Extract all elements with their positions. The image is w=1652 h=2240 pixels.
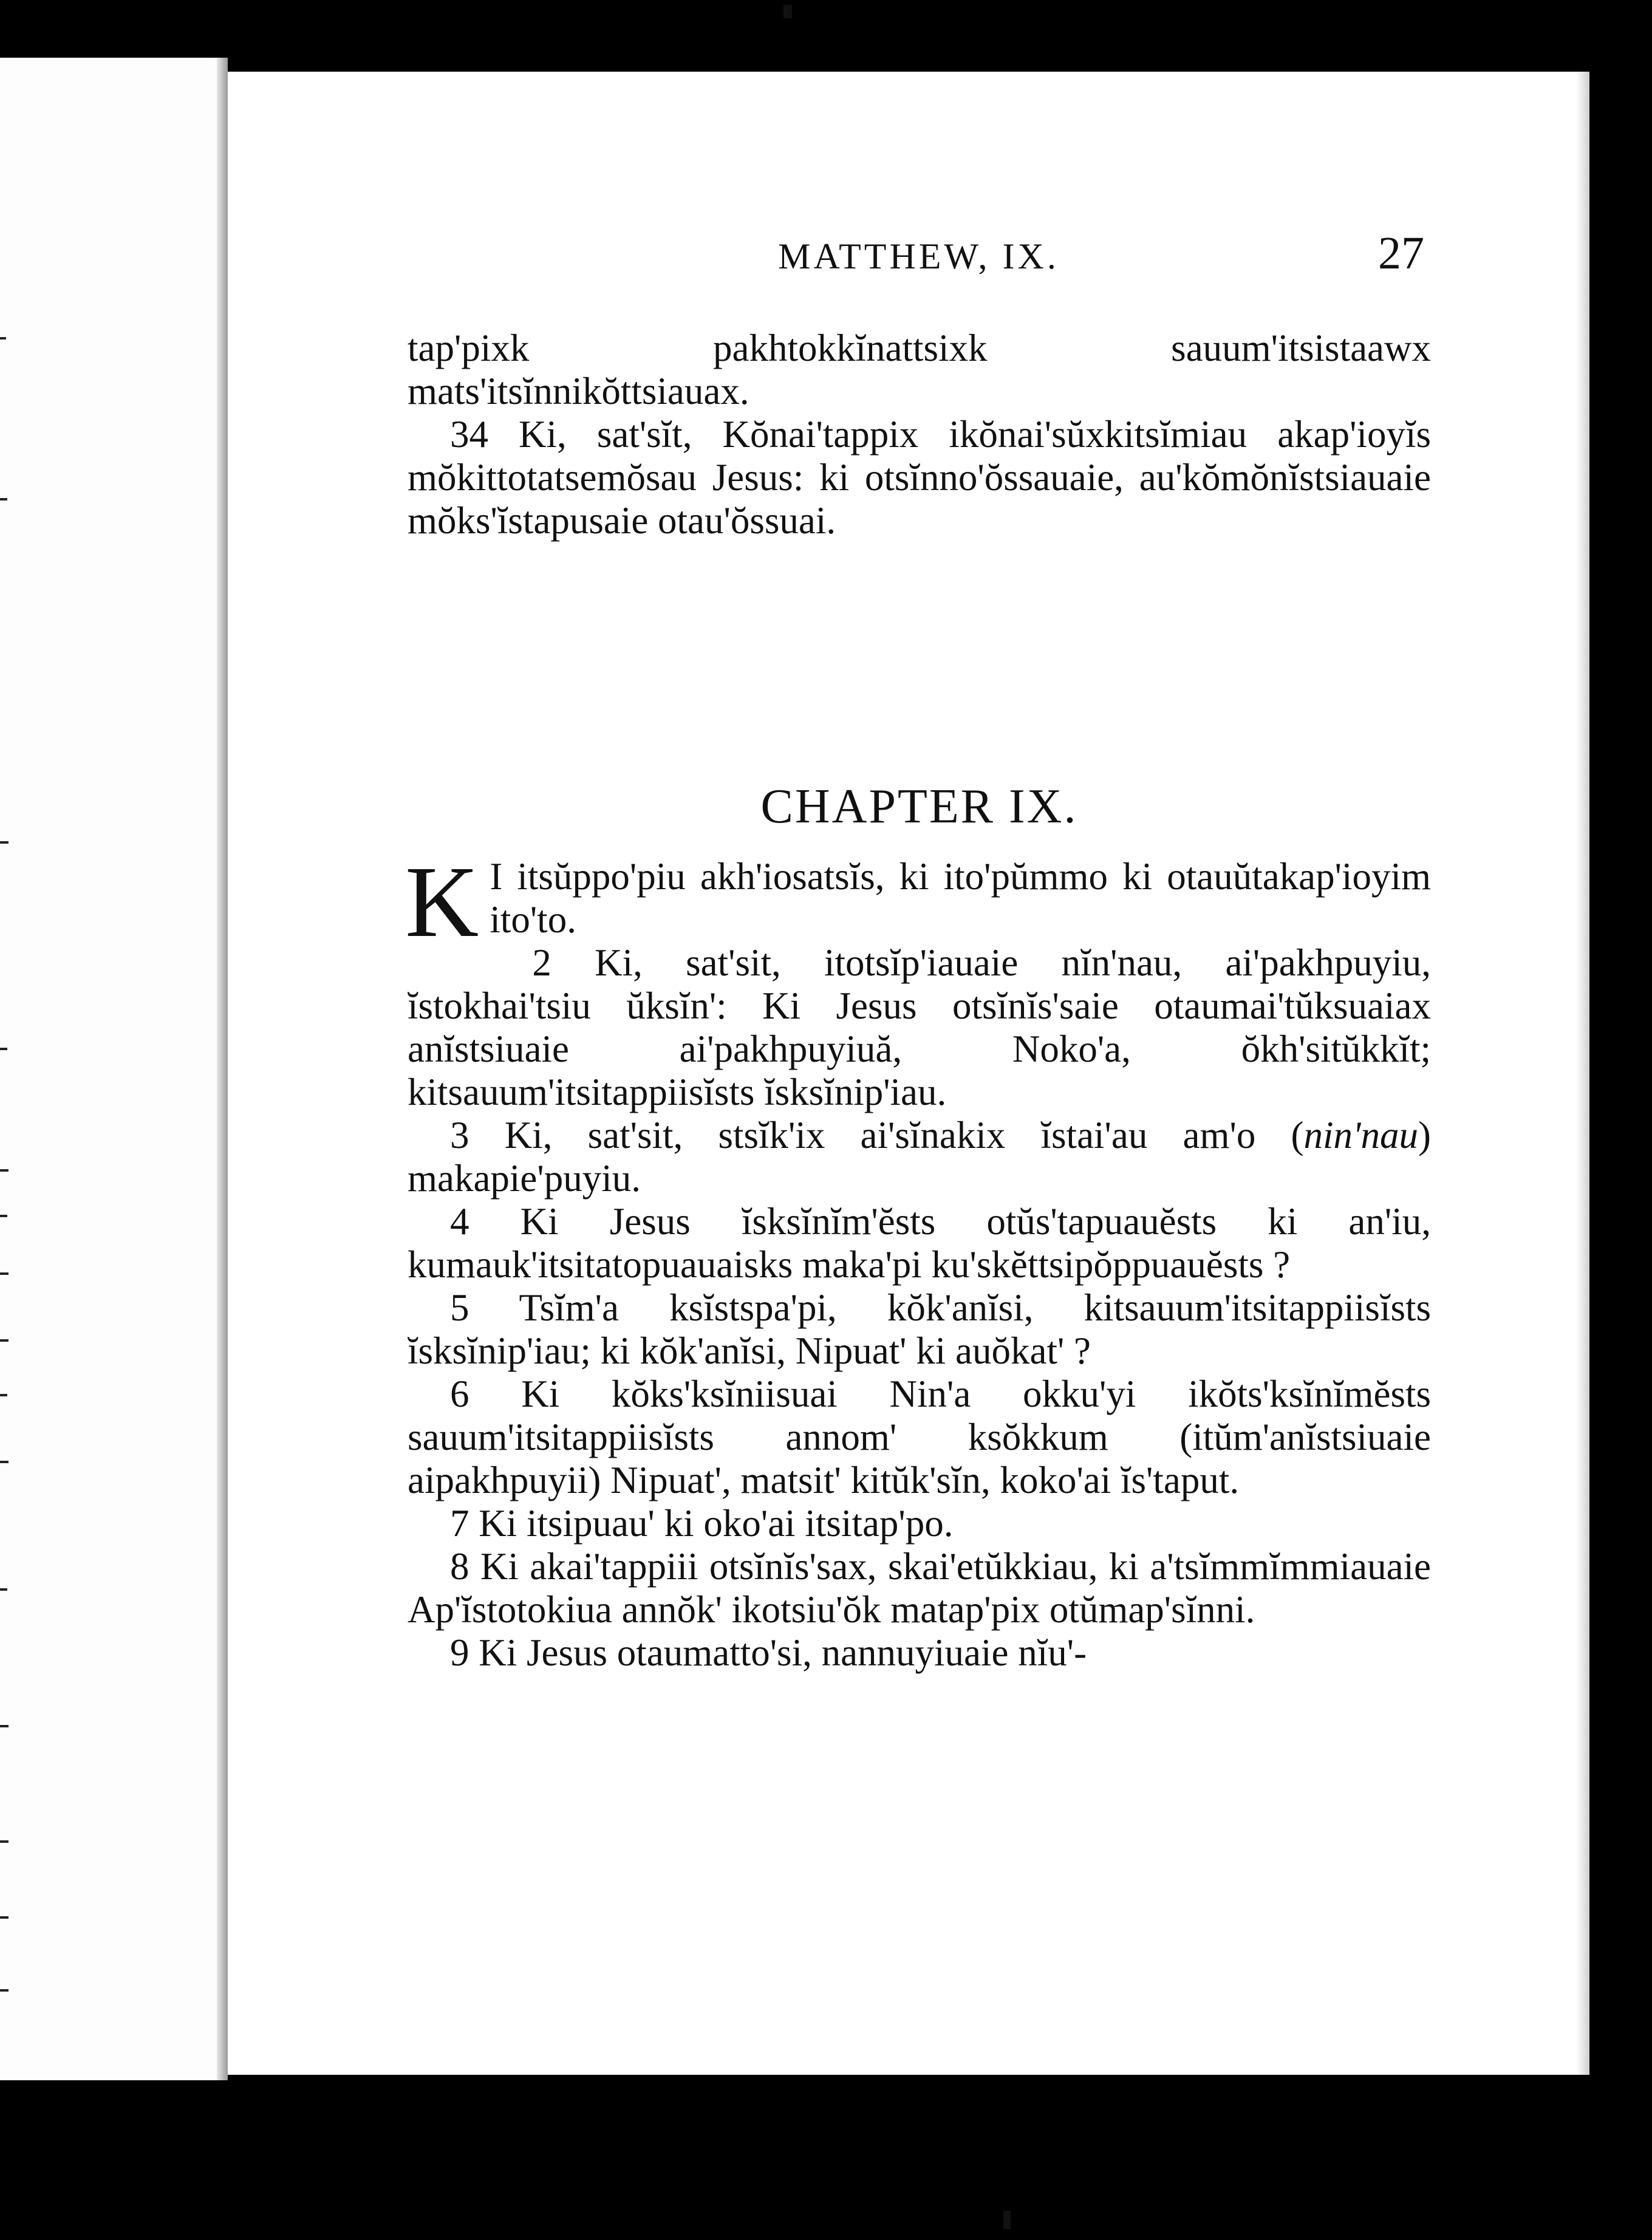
continuation-text bbox=[408, 327, 1431, 542]
chapter-text bbox=[405, 845, 1431, 1675]
verse-34: 34 Ki, sat'sĭt, Kŏnai'tappix ikŏnai'sŭxkitsĭmiau akap'ioyĭs mŏkittotatsemŏsau Jesus: ki otsĭnno'ŏssauaie, au'kŏmŏnĭstsiauaie mŏks'ĭstapusaie otau'ŏssuai. bbox=[408, 413, 1431, 542]
italic-word: nin'nau bbox=[1303, 1114, 1419, 1156]
page-edge-shadow bbox=[1576, 72, 1589, 2075]
book-page bbox=[228, 72, 1589, 2075]
drop-cap: K bbox=[405, 845, 479, 958]
verse: 7 Ki itsipuau' ki oko'ai itsitap'po. bbox=[450, 1502, 954, 1545]
verse-text: 3 Ki, sat'sit, stsĭk'ix ai'sĭnakix ĭstai'au am'o ( bbox=[450, 1114, 1304, 1156]
edge-mark bbox=[0, 1215, 7, 1217]
continued-line: tap'pixk pakhtokkĭnattsixk sauum'itsistaawx mats'itsĭnnikŏttsiauax. bbox=[408, 327, 1431, 412]
page-number: 27 bbox=[1378, 228, 1424, 279]
scan-speck bbox=[783, 5, 792, 18]
edge-mark bbox=[0, 1916, 9, 1919]
facing-page-edge bbox=[0, 58, 228, 2080]
edge-mark bbox=[0, 1394, 7, 1396]
running-head: MATTHEW, IX. bbox=[778, 236, 1059, 276]
edge-mark bbox=[0, 498, 7, 500]
edge-mark bbox=[0, 1461, 9, 1463]
edge-mark bbox=[0, 337, 6, 340]
verse: 8 Ki akai'tappiii otsĭnĭs'sax, skai'etŭkkiau, ki a'tsĭmmĭmmiauaie Ap'ĭstotokiua annŏk' ikotsiu'ŏk matap'pix otŭmap'sĭnni. bbox=[408, 1545, 1431, 1631]
verse-text: ) makapie'puyiu. bbox=[408, 1114, 1431, 1200]
verse-1-text: I itsŭppo'piu akh'iosatsĭs, ki ito'pŭmmo ki otauŭtakap'ioyim ito'to. bbox=[490, 855, 1431, 941]
verse: 2 Ki, sat'sit, itotsĭp'iauaie nĭn'nau, ai'pakhpuyiu, ĭstokhai'tsiu ŭksĭn': Ki Jesus otsĭnĭs'saie otaumai'tŭksuaiax anĭstsiuaie ai'pakhpuyiuă, Noko'a, ŏkh'sitŭkkĭt; kitsauum'itsitappiisĭsts ĭsksĭnip'iau. bbox=[408, 941, 1431, 1113]
edge-mark bbox=[0, 1339, 9, 1342]
edge-mark bbox=[0, 1272, 9, 1275]
edge-mark bbox=[0, 1840, 9, 1843]
page-header bbox=[413, 228, 1424, 284]
verse: 6 Ki kŏks'ksĭniisuai Nin'a okku'yi ikŏts'ksĭnĭmĕsts sauum'itsitappiisĭsts annom' ksŏkkum (itŭm'anĭstsiuaie aipakhpuyii) Nipuat', matsit' kitŭk'sĭn, koko'ai ĭs'taput. bbox=[408, 1373, 1431, 1501]
verse: 5 Tsĭm'a ksĭstspa'pi, kŏk'anĭsi, kitsauum'itsitappiisĭsts ĭsksĭnip'iau; ki kŏk'anĭsi, Nipuat' ki auŏkat' ? bbox=[408, 1286, 1431, 1372]
edge-mark bbox=[0, 841, 9, 844]
edge-mark bbox=[0, 1725, 9, 1727]
verse: 4 Ki Jesus ĭsksĭnĭm'ĕsts otŭs'tapuauĕsts ki an'iu, kumauk'itsitatopuauaisks maka'pi ku'skĕttsipŏppuauĕsts ? bbox=[408, 1200, 1431, 1286]
edge-mark bbox=[0, 1169, 9, 1172]
verse bbox=[408, 1114, 1431, 1200]
edge-mark bbox=[0, 1048, 7, 1050]
page-gutter bbox=[217, 58, 228, 2080]
edge-mark bbox=[0, 1989, 9, 1992]
chapter-title: CHAPTER IX. bbox=[760, 780, 1078, 833]
edge-mark bbox=[0, 1588, 7, 1591]
verse-1 bbox=[405, 845, 1431, 958]
verse: 9 Ki Jesus otaumatto'si, nannuyiuaie nĭu'- bbox=[450, 1631, 1087, 1674]
scan-speck bbox=[1003, 2211, 1011, 2229]
